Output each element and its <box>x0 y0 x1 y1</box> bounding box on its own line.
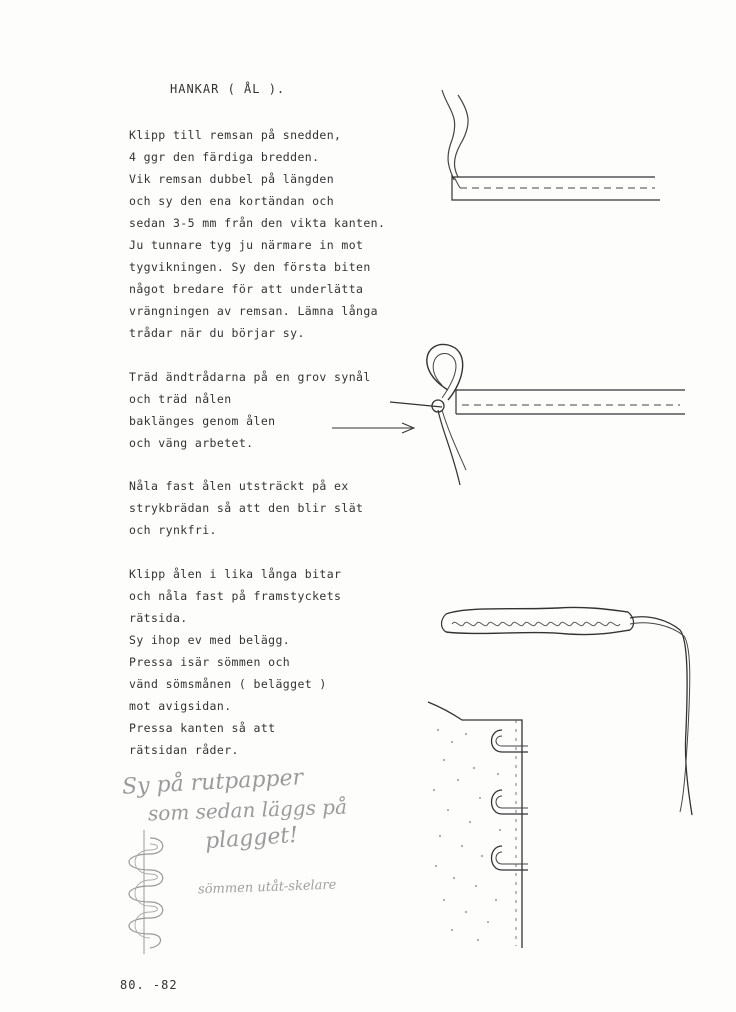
handwritten-note-line: som sedan läggs på <box>147 794 348 826</box>
paragraph-pinning <box>129 475 363 541</box>
text-line: och sy den ena kortändan och <box>129 194 335 208</box>
text-line: Vik remsan dubbel på längden <box>129 172 335 186</box>
page-footer: 80. -82 <box>120 978 178 992</box>
text-line: Sy ihop ev med belägg. <box>129 633 291 647</box>
text-line: Pressa kanten så att <box>129 721 276 735</box>
text-line: sedan 3-5 mm från den vikta kanten. <box>129 216 386 230</box>
paragraph-cutting <box>129 124 385 344</box>
text-line: rätsidan råder. <box>129 743 239 757</box>
text-line: och träd nålen <box>129 392 232 406</box>
handwritten-caption: sömmen utåt-skelare <box>197 877 337 898</box>
text-line: mot avigsidan. <box>129 699 232 713</box>
handwritten-note-line: Sy på rutpapper <box>121 765 304 800</box>
text-line: och nåla fast på framstyckets <box>129 589 342 603</box>
text-line: Klipp ålen i lika långa bitar <box>129 567 342 581</box>
handwritten-note-line: plagget! <box>204 822 299 855</box>
text-line: vrängningen av remsan. Lämna långa <box>129 304 379 318</box>
pencil-loop-sketch <box>112 828 182 958</box>
text-line: tygvikningen. Sy den första biten <box>129 260 371 274</box>
text-line: Klipp till remsan på snedden, <box>129 128 342 142</box>
text-line: något bredare för att underlätta <box>129 282 364 296</box>
needle-threading-illustration <box>330 340 690 500</box>
text-line: Pressa isär sömmen och <box>129 655 291 669</box>
text-line: vänd sömsmånen ( belägget ) <box>129 677 327 691</box>
text-line: och väng arbetet. <box>129 436 254 450</box>
text-line: Nåla fast ålen utsträckt på ex <box>129 479 349 493</box>
folded-strip-illustration <box>430 85 670 215</box>
paragraph-attaching <box>129 563 341 761</box>
text-line: Träd ändtrådarna på en grov synål <box>129 370 371 384</box>
text-line: Ju tunnare tyg ju närmare in mot <box>129 238 364 252</box>
text-line: trådar när du börjar sy. <box>129 326 305 340</box>
text-line: baklänges genom ålen <box>129 414 276 428</box>
text-line: och rynkfri. <box>129 523 217 537</box>
text-line: 4 ggr den färdiga bredden. <box>129 150 320 164</box>
garment-loops-illustration <box>418 690 538 952</box>
text-line: strykbrädan så att den blir slät <box>129 501 364 515</box>
text-line: rätsida. <box>129 611 188 625</box>
page-title: HANKAR ( ÅL ). <box>170 82 286 96</box>
